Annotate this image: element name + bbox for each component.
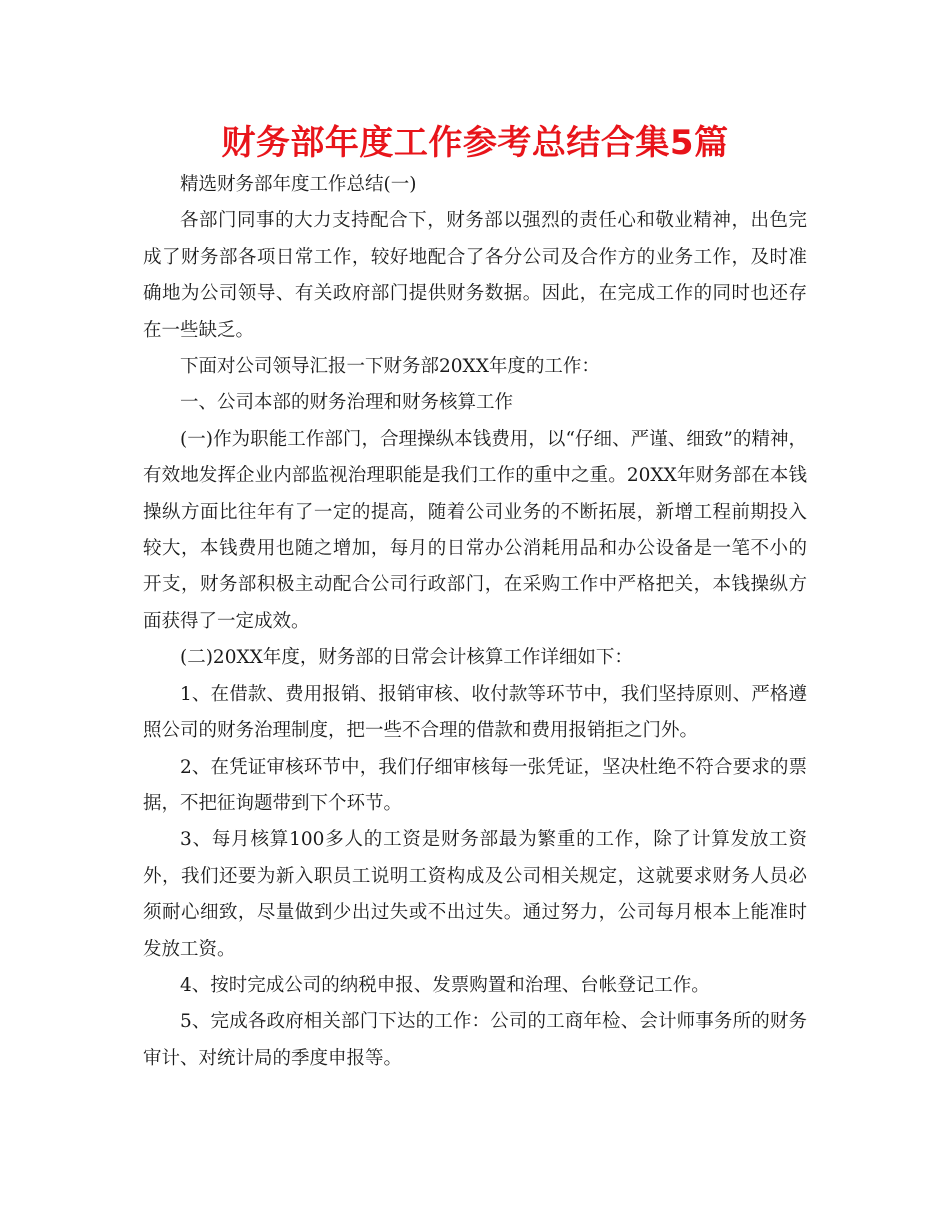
document-title: 财务部年度工作参考总结合集5篇 — [221, 123, 729, 163]
list-item: 2、在凭证审核环节中，我们仔细审核每一张凭证，坚决杜绝不符合要求的票据，不把征询题带到下个环节。 — [143, 756, 807, 814]
list-item: 5、完成各政府相关部门下达的工作：公司的工商年检、会计师事务所的财务审计、对统计局的季度申报等。 — [143, 1011, 807, 1069]
list-item: 4、按时完成公司的纳税申报、发票购置和治理、台帐登记工作。 — [180, 974, 710, 996]
paragraph: 下面对公司领导汇报一下财务部20XX年度的工作： — [180, 356, 600, 378]
list-item: 1、在借款、费用报销、报销审核、收付款等环节中，我们坚持原则、严格遵照公司的财务治理制度，把一些不合理的借款和费用报销拒之门外。 — [143, 683, 807, 742]
document-body — [143, 167, 807, 1077]
paragraph: (一)作为职能工作部门，合理操纵本钱费用，以“仔细、严谨、细致”的精神，有效地发挥企业内部监视治理职能是我们工作的重中之重。20XX年财务部在本钱操纵方面比往年有了一定的提高，随着公司业务的不断拓展，新增工程前期投入较大，本钱费用也随之增加，每月的日常办公消耗用品和办公设备是一笔不小的开支，财务部积极主动配合公司行政部门，在采购工作中严格把关，本钱操纵方面获得了一定成效。 — [143, 428, 807, 632]
paragraph: (二)20XX年度，财务部的日常会计核算工作详细如下： — [180, 647, 633, 669]
list-item: 3、每月核算100多人的工资是财务部最为繁重的工作，除了计算发放工资外，我们还要为新入职员工说明工资构成及公司相关规定，这就要求财务人员必须耐心细致，尽量做到少出过失或不出过失。通过努力，公司每月根本上能准时发放工资。 — [143, 829, 807, 960]
section-heading: 一、公司本部的财务治理和财务核算工作 — [180, 392, 514, 414]
section-heading: 精选财务部年度工作总结(一) — [180, 174, 417, 195]
paragraph: 各部门同事的大力支持配合下，财务部以强烈的责任心和敬业精神，出色完成了财务部各项日常工作，较好地配合了各分公司及合作方的业务工作，及时准确地为公司领导、有关政府部门提供财务数据。因此，在完成工作的同时也还存在一些缺乏。 — [143, 210, 807, 341]
